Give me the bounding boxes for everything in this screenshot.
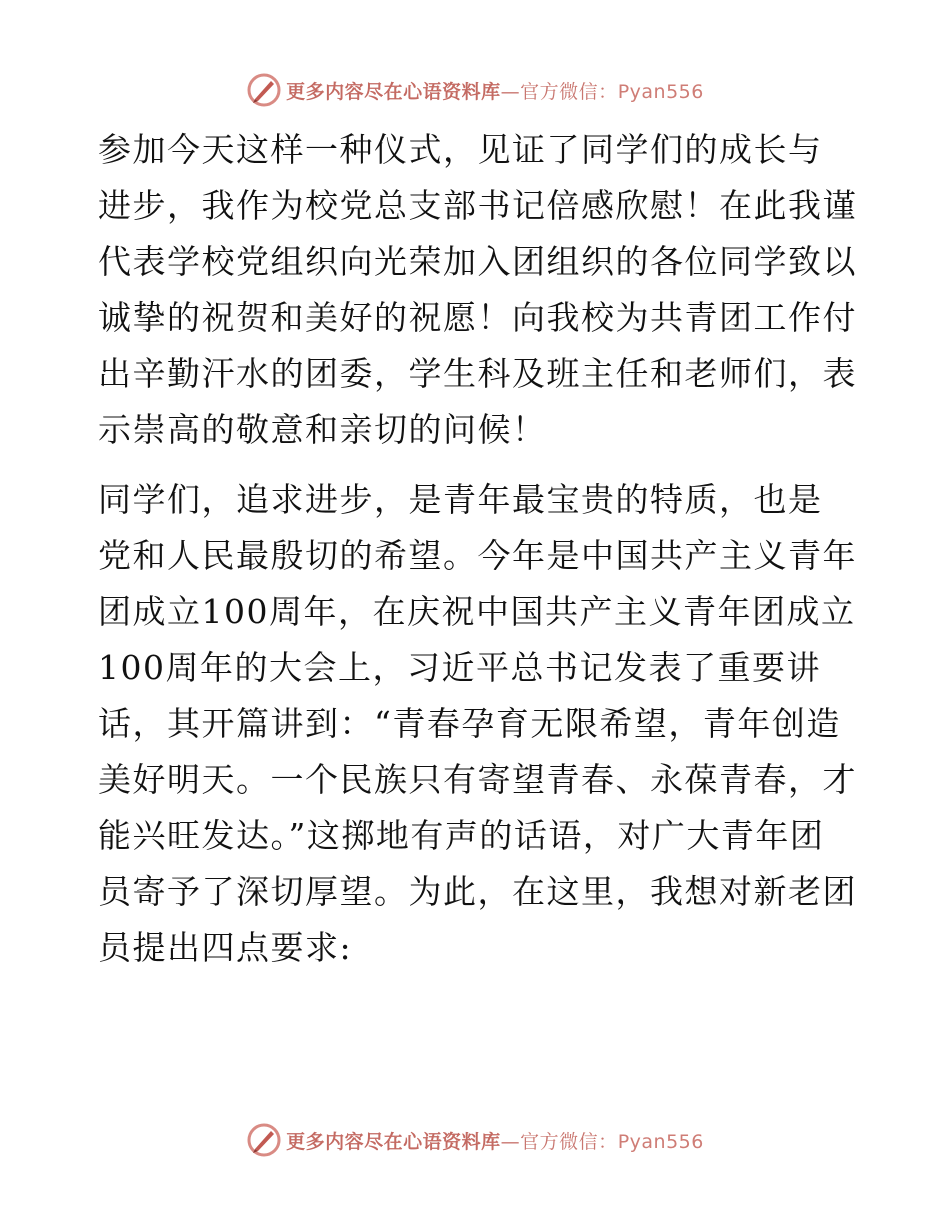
footer-banner-title: 更多内容尽在心语资料库 <box>286 1130 501 1153</box>
text-line: 代表学校党组织向光荣加入团组织的各位同学致以 <box>98 242 857 281</box>
text-line: 示崇高的敬意和亲切的问候！ <box>98 410 547 449</box>
header-banner-title: 更多内容尽在心语资料库 <box>286 80 501 103</box>
text-line: 参加今天这样一种仪式，见证了同学们的成长与 <box>98 130 823 169</box>
pen-logo-icon <box>246 72 282 108</box>
text-line: 美好明天。一个民族只有寄望青春、永葆青春，才 <box>98 760 857 799</box>
document-body <box>98 122 858 990</box>
paragraph-2 <box>98 472 858 976</box>
text-line: 同学们，追求进步，是青年最宝贵的特质，也是 <box>98 480 823 519</box>
header-watermark-banner <box>0 70 950 110</box>
footer-banner-wechat-id: Pyan556 <box>617 1130 704 1153</box>
text-line: 党和人民最殷切的希望。今年是中国共产主义青年 <box>98 536 857 575</box>
header-banner-wechat-label: —官方微信： <box>500 80 618 103</box>
text-line: 话，其开篇讲到：“青春孕育无限希望，青年创造 <box>98 704 841 743</box>
text-line: 进步，我作为校党总支部书记倍感欣慰！在此我谨 <box>98 186 857 225</box>
pen-logo-icon <box>246 1122 282 1158</box>
text-line: 诚挚的祝贺和美好的祝愿！向我校为共青团工作付 <box>98 298 857 337</box>
text-line: 员寄予了深切厚望。为此，在这里，我想对新老团 <box>98 872 857 911</box>
footer-banner-wechat-label: —官方微信： <box>500 1130 618 1153</box>
text-line: 团成立100周年，在庆祝中国共产主义青年团成立 <box>98 592 856 631</box>
text-line: 员提出四点要求: <box>98 928 353 967</box>
footer-banner-text <box>286 1127 704 1154</box>
text-line: 能兴旺发达。”这掷地有声的话语，对广大青年团 <box>98 816 825 855</box>
paragraph-1 <box>98 122 858 458</box>
header-banner-wechat-id: Pyan556 <box>617 80 704 103</box>
text-line: 出辛勤汗水的团委，学生科及班主任和老师们，表 <box>98 354 857 393</box>
text-line: 100周年的大会上，习近平总书记发表了重要讲 <box>98 648 821 687</box>
footer-watermark-banner <box>0 1120 950 1160</box>
header-banner-text <box>286 77 704 104</box>
